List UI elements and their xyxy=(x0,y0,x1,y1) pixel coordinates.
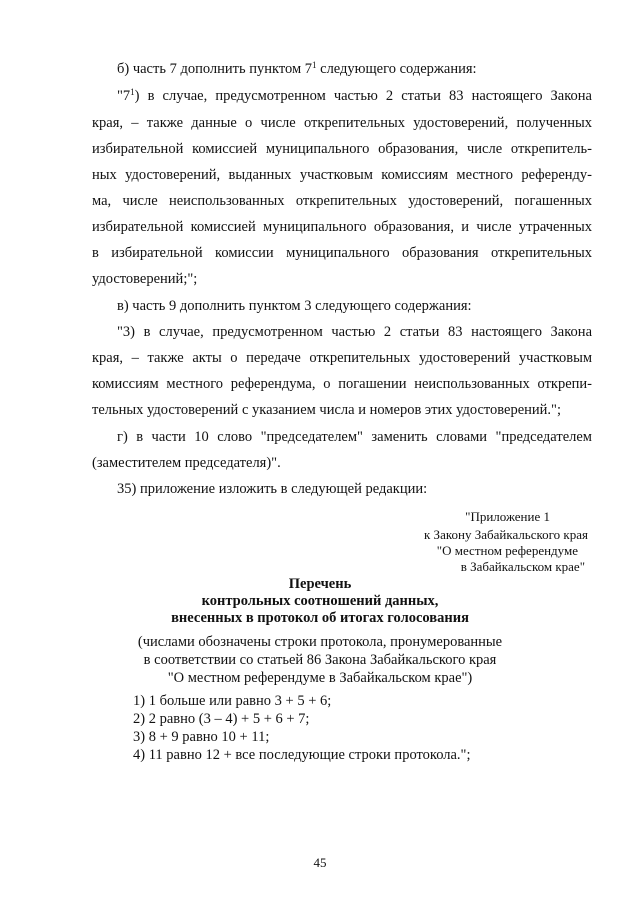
item-v-quote-first-line: "3) в случае, предусмотренном частью 2 статьи 83 настоящего Закона xyxy=(117,324,592,340)
appendix-line: в Забайкальском крае" xyxy=(460,559,585,574)
body-line: удостоверений;"; xyxy=(92,271,198,287)
body-line: в избирательной комиссии муниципального образования открепительных xyxy=(92,245,592,261)
body-line: края, – также данные о числе открепительных удостоверений, полученных xyxy=(92,115,592,131)
list-heading-line: внесенных в протокол об итогах голосования xyxy=(171,610,469,626)
body-line: края, – также акты о передаче открепительных удостоверений участковым xyxy=(92,350,592,366)
relation-item: 4) 11 равно 12 + все последующие строки протокола."; xyxy=(133,747,471,763)
appendix-line: к Закону Забайкальского края xyxy=(423,527,588,542)
page-number: 45 xyxy=(313,855,327,870)
list-heading-line: контрольных соотношений данных, xyxy=(201,593,439,609)
item-v-line: в) часть 9 дополнить пунктом 3 следующего содержания: xyxy=(117,298,472,314)
body-line: ма, числе неиспользованных открепительных удостоверений, погашенных xyxy=(92,193,592,209)
body-line: тельных удостоверений с указанием числа и номеров этих удостоверений."; xyxy=(92,402,562,418)
item-b-quote-first-line: "$7^1$) в случае, предусмотренном частью 2 статьи 83 настоящего Закона xyxy=(117,87,592,104)
body-line: избирательной комиссией муниципального образования, числе открепитель- xyxy=(92,141,592,157)
note-line: "О местном референдуме в Забайкальском крае") xyxy=(167,670,473,686)
relation-item: 3) 8 + 9 равно 10 + 11; xyxy=(133,729,270,745)
list-heading: Перечень xyxy=(288,576,352,592)
relation-item: 1) 1 больше или равно 3 + 5 + 6; xyxy=(133,693,332,709)
body-line: комиссиям местного референдума, о погашении неиспользованных открепи- xyxy=(92,376,592,392)
item-b-line: б) часть 7 дополнить пунктом $7^1$ следующего содержания: xyxy=(117,60,477,77)
note-line: (числами обозначены строки протокола, пронумерованные xyxy=(137,634,503,650)
relation-item: 2) 2 равно (3 – 4) + 5 + 6 + 7; xyxy=(133,711,310,727)
appendix-line: "О местном референдуме xyxy=(436,543,578,558)
body-line: избирательной комиссией муниципального образования, и числе утраченных xyxy=(92,219,592,235)
body-line: ных удостоверений, выданных участковым комиссиям местного референду- xyxy=(92,167,592,183)
item-35-line: 35) приложение изложить в следующей редакции: xyxy=(117,481,428,497)
item-g-line: г) в части 10 слово "председателем" заменить словами "председателем xyxy=(117,429,592,445)
note-line: в соответствии со статьей 86 Закона Забайкальского края xyxy=(143,652,497,668)
body-line: (заместителем председателя)". xyxy=(92,455,281,471)
appendix-label: "Приложение 1 xyxy=(465,509,550,524)
